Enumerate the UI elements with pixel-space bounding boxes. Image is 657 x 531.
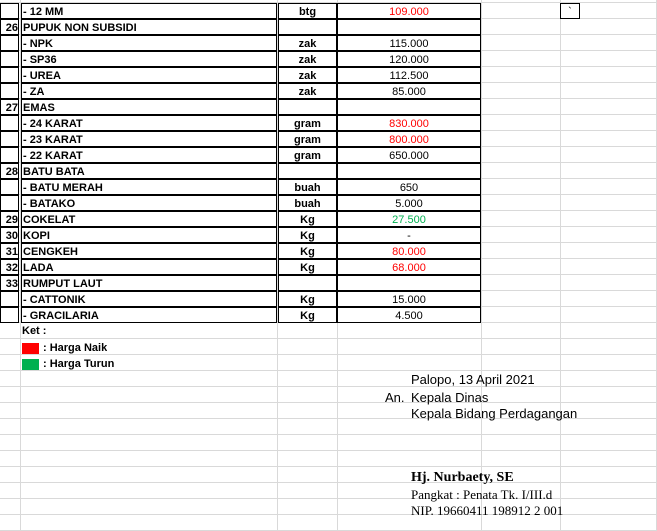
table-row[interactable] (0, 67, 657, 83)
gridline-horizontal (0, 482, 657, 483)
commodity-name[interactable]: - SP36 (21, 51, 277, 67)
unit-cell[interactable]: zak (278, 83, 337, 99)
commodity-name[interactable]: BATU BATA (21, 163, 277, 179)
commodity-name[interactable]: LADA (21, 259, 277, 275)
table-row[interactable] (0, 19, 657, 35)
price-cell[interactable]: 650.000 (337, 147, 481, 163)
table-row[interactable] (0, 163, 657, 179)
table-row[interactable] (0, 227, 657, 243)
commodity-name[interactable]: KOPI (21, 227, 277, 243)
commodity-name[interactable]: - 23 KARAT (21, 131, 277, 147)
unit-cell[interactable]: Kg (278, 307, 337, 323)
unit-cell[interactable]: Kg (278, 227, 337, 243)
table-row[interactable] (0, 179, 657, 195)
row-number[interactable] (0, 35, 19, 51)
table-row[interactable] (0, 211, 657, 227)
row-number[interactable] (0, 179, 19, 195)
signature-nip: NIP. 19660411 198912 2 001 (411, 503, 564, 518)
unit-cell[interactable]: zak (278, 51, 337, 67)
row-number[interactable]: 27 (0, 99, 19, 115)
commodity-name[interactable]: - CATTONIK (21, 291, 277, 307)
table-row[interactable] (0, 51, 657, 67)
table-row[interactable] (0, 195, 657, 211)
price-cell[interactable]: 109.000 (337, 3, 481, 19)
unit-cell[interactable]: gram (278, 115, 337, 131)
commodity-name[interactable]: - BATAKO (21, 195, 277, 211)
commodity-name[interactable]: - 22 KARAT (21, 147, 277, 163)
row-number[interactable] (0, 115, 19, 131)
price-cell[interactable]: - (337, 227, 481, 243)
signature-position: Kepala Bidang Perdagangan (411, 406, 578, 421)
table-row[interactable] (0, 307, 657, 323)
signature-an: An. (385, 390, 405, 405)
legend-up-swatch (22, 343, 39, 354)
unit-cell[interactable]: Kg (278, 243, 337, 259)
table-row[interactable] (0, 131, 657, 147)
legend-title: Ket : (22, 325, 47, 337)
commodity-name[interactable]: - UREA (21, 67, 277, 83)
row-number[interactable]: 30 (0, 227, 19, 243)
unit-cell[interactable]: Kg (278, 211, 337, 227)
commodity-name[interactable]: - ZA (21, 83, 277, 99)
row-number[interactable] (0, 195, 19, 211)
price-cell[interactable]: 830.000 (337, 115, 481, 131)
price-cell[interactable] (337, 275, 481, 291)
unit-cell[interactable]: zak (278, 35, 337, 51)
table-row[interactable] (0, 243, 657, 259)
signature-name: Hj. Nurbaety, SE (411, 470, 514, 485)
table-row[interactable] (0, 275, 657, 291)
table-row[interactable] (0, 259, 657, 275)
unit-cell[interactable] (278, 275, 337, 291)
gridline-horizontal (0, 466, 657, 467)
row-number[interactable]: 33 (0, 275, 19, 291)
unit-cell[interactable]: buah (278, 179, 337, 195)
unit-cell[interactable]: gram (278, 131, 337, 147)
price-cell[interactable]: 4.500 (337, 307, 481, 323)
commodity-name[interactable]: - BATU MERAH (21, 179, 277, 195)
price-cell[interactable]: 112.500 (337, 67, 481, 83)
price-cell[interactable]: 650 (337, 179, 481, 195)
commodity-name[interactable]: - GRACILARIA (21, 307, 277, 323)
gridline-horizontal (0, 434, 657, 435)
commodity-name[interactable]: EMAS (21, 99, 277, 115)
row-number[interactable] (0, 131, 19, 147)
table-row[interactable] (0, 115, 657, 131)
commodity-name[interactable]: - 12 MM (21, 3, 277, 19)
row-number[interactable] (0, 291, 19, 307)
row-number[interactable] (0, 51, 19, 67)
row-number[interactable]: 28 (0, 163, 19, 179)
price-cell[interactable] (337, 19, 481, 35)
price-cell[interactable] (337, 99, 481, 115)
table-row[interactable] (0, 83, 657, 99)
signature-date: Palopo, 13 April 2021 (411, 372, 535, 387)
gridline-horizontal (0, 450, 657, 451)
row-number[interactable]: 26 (0, 19, 19, 35)
commodity-name[interactable]: CENGKEH (21, 243, 277, 259)
row-number[interactable] (0, 83, 19, 99)
price-cell[interactable]: 27.500 (337, 211, 481, 227)
unit-cell[interactable] (278, 99, 337, 115)
table-row[interactable] (0, 147, 657, 163)
commodity-name[interactable]: PUPUK NON SUBSIDI (21, 19, 277, 35)
gridline-horizontal (0, 338, 657, 339)
price-cell[interactable]: 120.000 (337, 51, 481, 67)
unit-cell[interactable]: btg (278, 3, 337, 19)
commodity-name[interactable]: - 24 KARAT (21, 115, 277, 131)
price-cell[interactable]: 68.000 (337, 259, 481, 275)
price-cell[interactable]: 800.000 (337, 131, 481, 147)
unit-cell[interactable] (278, 19, 337, 35)
row-number[interactable] (0, 3, 19, 19)
row-number[interactable]: 29 (0, 211, 19, 227)
gridline-horizontal (0, 402, 657, 403)
signature-office: Kepala Dinas (411, 390, 489, 405)
commodity-name[interactable]: RUMPUT LAUT (21, 275, 277, 291)
legend-up-label: : Harga Naik (43, 342, 108, 354)
price-cell[interactable]: 15.000 (337, 291, 481, 307)
signature-rank: Pangkat : Penata Tk. I/III.d (411, 487, 553, 502)
commodity-name[interactable]: - NPK (21, 35, 277, 51)
gridline-horizontal (0, 498, 657, 499)
price-cell[interactable]: 85.000 (337, 83, 481, 99)
price-cell[interactable] (337, 163, 481, 179)
table-row[interactable] (0, 99, 657, 115)
gridline-horizontal (0, 386, 657, 387)
price-cell[interactable]: 80.000 (337, 243, 481, 259)
row-number[interactable] (0, 307, 19, 323)
unit-cell[interactable]: Kg (278, 291, 337, 307)
legend-down-label: : Harga Turun (43, 358, 115, 370)
table-row[interactable] (0, 291, 657, 307)
row-number[interactable]: 32 (0, 259, 19, 275)
price-cell[interactable]: 115.000 (337, 35, 481, 51)
unit-cell[interactable] (278, 163, 337, 179)
row-number[interactable] (0, 67, 19, 83)
row-number[interactable] (0, 147, 19, 163)
unit-cell[interactable]: Kg (278, 259, 337, 275)
extra-cell[interactable]: ` (560, 3, 580, 19)
row-number[interactable]: 31 (0, 243, 19, 259)
unit-cell[interactable]: gram (278, 147, 337, 163)
unit-cell[interactable]: buah (278, 195, 337, 211)
table-row[interactable] (0, 3, 657, 19)
table-row[interactable] (0, 35, 657, 51)
legend-down-swatch (22, 359, 39, 370)
unit-cell[interactable]: zak (278, 67, 337, 83)
commodity-name[interactable]: COKELAT (21, 211, 277, 227)
price-cell[interactable]: 5.000 (337, 195, 481, 211)
